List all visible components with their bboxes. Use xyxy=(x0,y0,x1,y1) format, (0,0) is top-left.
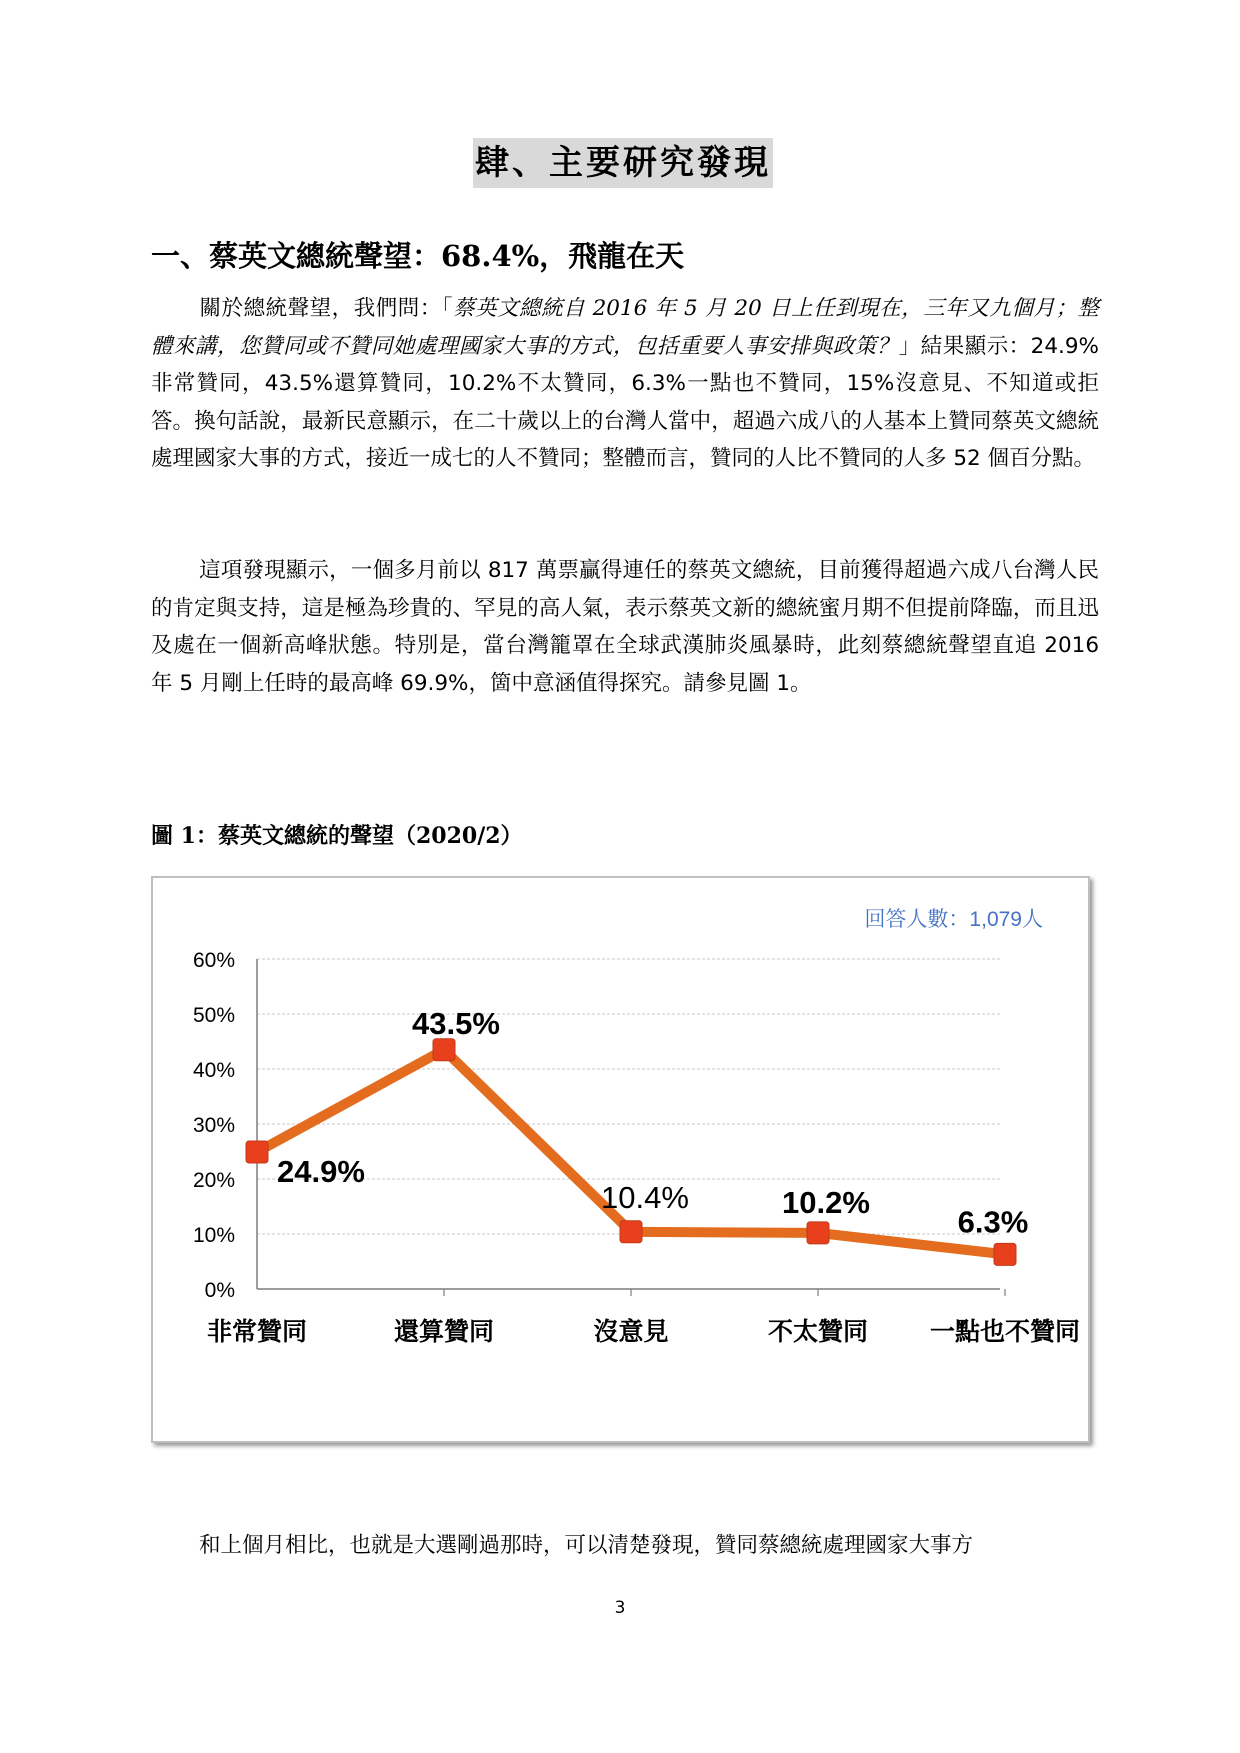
page-number: 3 xyxy=(614,1598,626,1618)
x-category-label: 沒意見 xyxy=(593,1317,669,1346)
paragraph-1-lead: 關於總統聲望，我們問：「 xyxy=(199,296,454,321)
paragraph-2 xyxy=(151,552,1099,702)
data-point-marker xyxy=(433,1039,455,1061)
data-label: 43.5% xyxy=(412,1005,500,1041)
chart-frame xyxy=(151,876,1090,1443)
paragraph-1 xyxy=(151,290,1099,478)
paragraph-1-close: 」 xyxy=(898,333,921,359)
respondent-count-annotation: 回答人數：1,079人 xyxy=(864,908,1043,931)
data-point-marker xyxy=(246,1141,268,1163)
y-tick-label: 10% xyxy=(192,1224,235,1247)
data-point-marker xyxy=(994,1243,1016,1265)
x-category-label: 還算贊同 xyxy=(393,1317,495,1346)
page-title: 肆、主要研究發現 xyxy=(473,138,773,188)
paragraph-2-text: 這項發現顯示，一個多月前以 817 萬票贏得連任的蔡英文總統，目前獲得超過六成八台灣人民的肯定與支持，這是極為珍貴的、罕見的高人氣，表示蔡英文新的總統蜜月期不但提前降臨，而且迅及處在一個新高峰狀態。特別是，當台灣籠罩在全球武漢肺炎風暴時，此刻蔡總統聲望直追 2016 年 5 月剛上任時的最高峰 69.9%，箇中意涵值得探究。請參見圖 1。 xyxy=(151,558,1099,696)
y-tick-label: 20% xyxy=(192,1169,235,1192)
figure-caption: 圖 1：蔡英文總統的聲望（2020/2） xyxy=(151,823,523,849)
y-tick-label: 30% xyxy=(192,1114,235,1137)
x-category-label: 一點也不贊同 xyxy=(929,1317,1081,1346)
data-label: 10.2% xyxy=(782,1184,870,1220)
data-label: 10.4% xyxy=(601,1179,689,1215)
y-tick-label: 50% xyxy=(192,1004,235,1027)
paragraph-3-text: 和上個月相比，也就是大選剛過那時，可以清楚發現，贊同蔡總統處理國家大事方 xyxy=(199,1533,974,1558)
y-tick-label: 0% xyxy=(204,1279,235,1302)
x-category-label: 非常贊同 xyxy=(206,1317,308,1346)
data-label: 6.3% xyxy=(957,1204,1029,1240)
section-heading: 一、蔡英文總統聲望：68.4%，飛龍在天 xyxy=(151,239,685,273)
data-label: 24.9% xyxy=(277,1154,365,1190)
y-tick-label: 60% xyxy=(192,949,235,972)
x-category-label: 不太贊同 xyxy=(767,1317,869,1346)
data-point-marker xyxy=(620,1221,642,1243)
survey-question-quote: 蔡英文總統自 2016 年 5 月 20 日上任到現在，三年又九個月；整體來講，您贊同或不贊同她處理國家大事的方式，包括重要人事安排與政策？ xyxy=(151,296,1099,359)
approval-line-chart xyxy=(153,878,1088,1441)
paragraph-1-rest: 結果顯示：24.9%非常贊同，43.5%還算贊同，10.2%不太贊同，6.3%一點也不贊同，15%沒意見、不知道或拒答。換句話說，最新民意顯示，在二十歲以上的台灣人當中，超過六成八的人基本上贊同蔡英文總統處理國家大事的方式，接近一成七的人不贊同；整體而言，贊同的人比不贊同的人多 52 個百分點。 xyxy=(151,333,1099,471)
paragraph-3 xyxy=(151,1527,1099,1565)
y-tick-label: 40% xyxy=(192,1059,235,1082)
data-point-marker xyxy=(807,1222,829,1244)
